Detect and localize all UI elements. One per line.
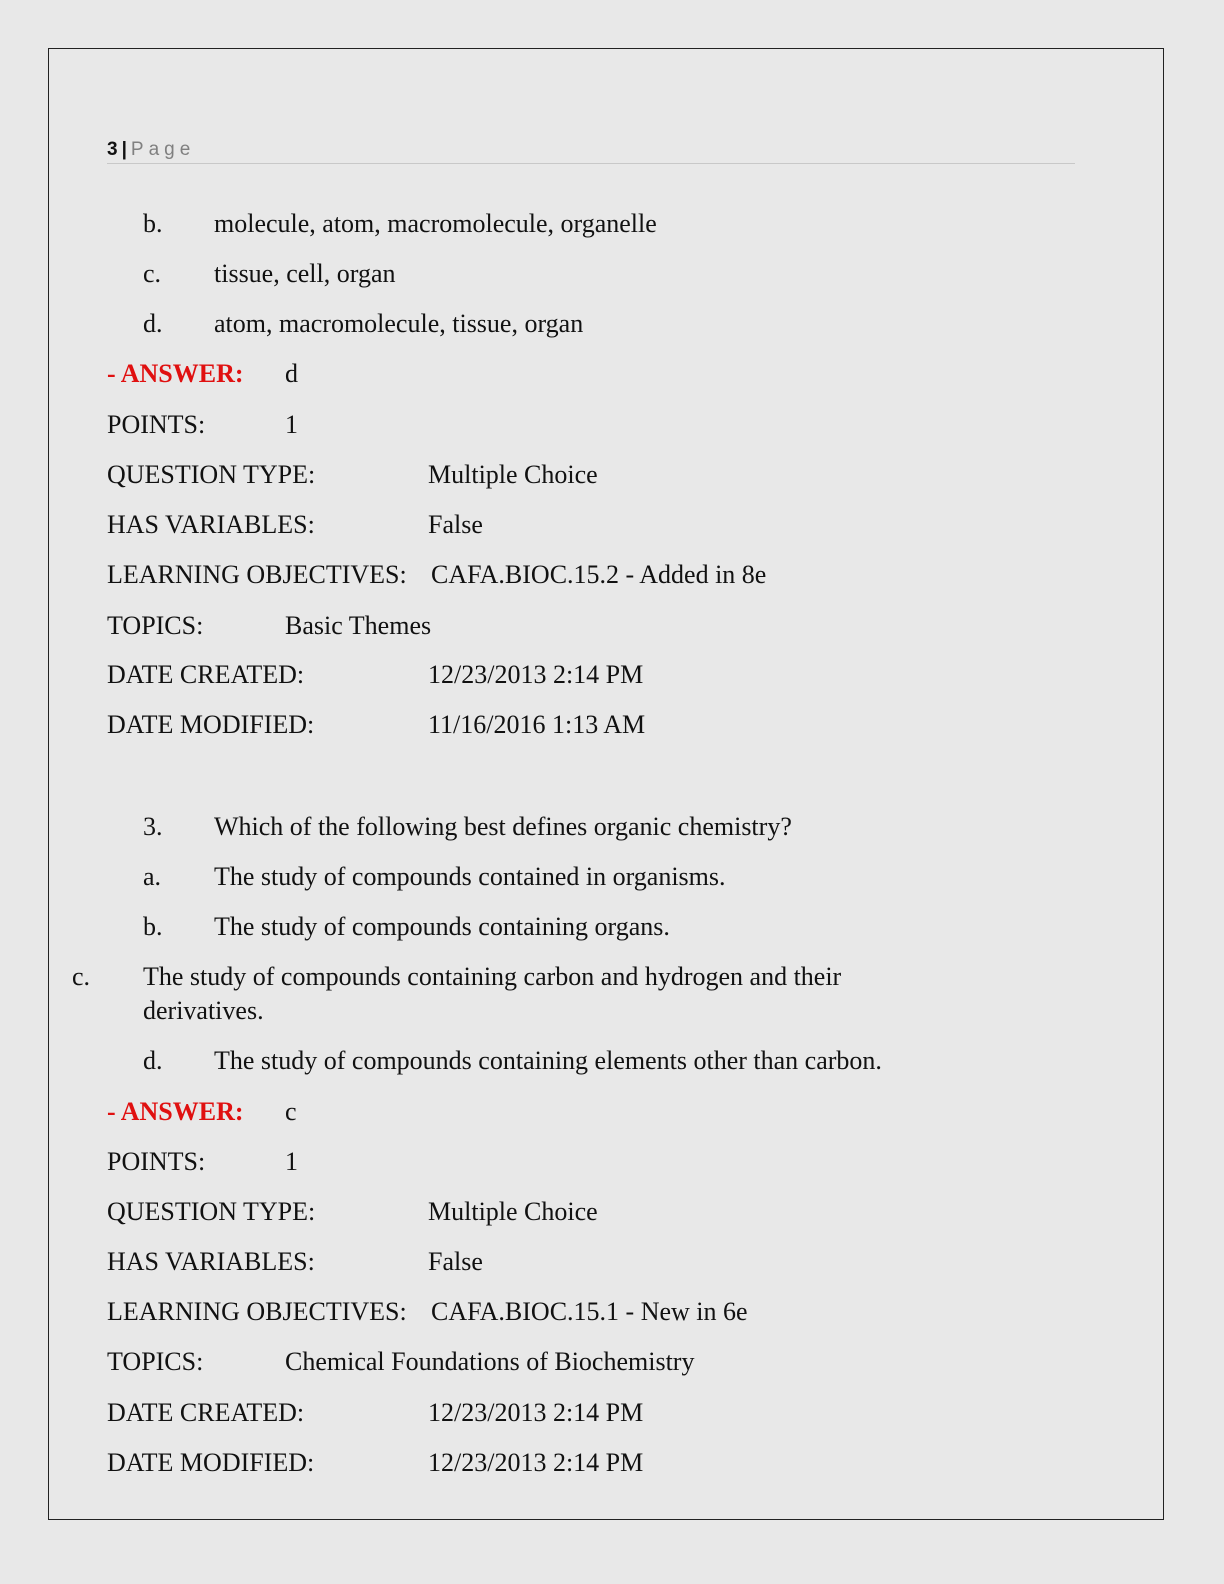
- q3-has-variables-value: False: [428, 1247, 483, 1276]
- q2-date-modified-label: DATE MODIFIED:: [107, 710, 315, 739]
- q3-topics-value: Chemical Foundations of Biochemistry: [285, 1347, 695, 1376]
- q3-learning-objectives-value: CAFA.BIOC.15.1 - New in 6e: [431, 1297, 748, 1326]
- q3-option-letter-d: d.: [143, 1046, 163, 1075]
- q2-option-text-b: molecule, atom, macromolecule, organelle: [214, 209, 657, 238]
- q3-question-text: Which of the following best defines organic chemistry?: [214, 812, 792, 841]
- q3-has-variables-label: HAS VARIABLES:: [107, 1247, 315, 1276]
- q2-has-variables-label: HAS VARIABLES:: [107, 510, 315, 539]
- q3-number: 3.: [143, 812, 163, 841]
- q2-topics-label: TOPICS:: [107, 611, 204, 640]
- q3-option-text-a: The study of compounds contained in organisms.: [214, 862, 726, 891]
- q2-date-modified-value: 11/16/2016 1:13 AM: [428, 710, 646, 739]
- header-separator: |: [121, 139, 127, 160]
- q3-points-value: 1: [285, 1147, 298, 1176]
- q3-date-created-value: 12/23/2013 2:14 PM: [428, 1398, 644, 1427]
- q3-option-text-b: The study of compounds containing organs.: [214, 912, 670, 941]
- q3-option-letter-a: a.: [143, 862, 162, 891]
- q2-learning-objectives-label: LEARNING OBJECTIVES:: [107, 560, 407, 589]
- q3-answer-value: c: [285, 1097, 297, 1126]
- q2-has-variables-value: False: [428, 510, 483, 539]
- q2-points-label: POINTS:: [107, 410, 206, 439]
- q3-points-label: POINTS:: [107, 1147, 206, 1176]
- page-number: 3: [107, 139, 118, 160]
- q2-option-text-c: tissue, cell, organ: [214, 259, 396, 288]
- q3-topics-label: TOPICS:: [107, 1347, 204, 1376]
- q2-option-letter-d: d.: [143, 309, 163, 338]
- q2-option-letter-b: b.: [143, 209, 163, 238]
- q2-date-created-value: 12/23/2013 2:14 PM: [428, 660, 644, 689]
- q2-date-created-label: DATE CREATED:: [107, 660, 305, 689]
- q2-learning-objectives-value: CAFA.BIOC.15.2 - Added in 8e: [431, 560, 767, 589]
- q3-question-type-value: Multiple Choice: [428, 1197, 598, 1226]
- q2-question-type-label: QUESTION TYPE:: [107, 460, 316, 489]
- q2-answer-value: d: [285, 359, 298, 388]
- q2-points-value: 1: [285, 410, 298, 439]
- q3-option-text-c: The study of compounds containing carbon and hydrogen and their derivatives.: [143, 962, 842, 1025]
- q2-topics-value: Basic Themes: [285, 611, 432, 640]
- q3-learning-objectives-label: LEARNING OBJECTIVES:: [107, 1297, 407, 1326]
- q2-option-text-d: atom, macromolecule, tissue, organ: [214, 309, 584, 338]
- q2-question-type-value: Multiple Choice: [428, 460, 598, 489]
- q3-option-text-d: The study of compounds containing elements other than carbon.: [214, 1046, 882, 1075]
- q3-answer-label: - ANSWER:: [107, 1097, 244, 1126]
- q2-answer-label: - ANSWER:: [107, 359, 244, 388]
- q2-option-letter-c: c.: [143, 259, 162, 288]
- q3-date-created-label: DATE CREATED:: [107, 1398, 305, 1427]
- page-header: [107, 137, 1075, 164]
- q3-date-modified-value: 12/23/2013 2:14 PM: [428, 1448, 644, 1477]
- q3-option-letter-c: c.: [72, 962, 91, 991]
- q3-option-letter-b: b.: [143, 912, 163, 941]
- page-word: Page: [130, 139, 196, 160]
- q3-question-type-label: QUESTION TYPE:: [107, 1197, 316, 1226]
- q3-date-modified-label: DATE MODIFIED:: [107, 1448, 315, 1477]
